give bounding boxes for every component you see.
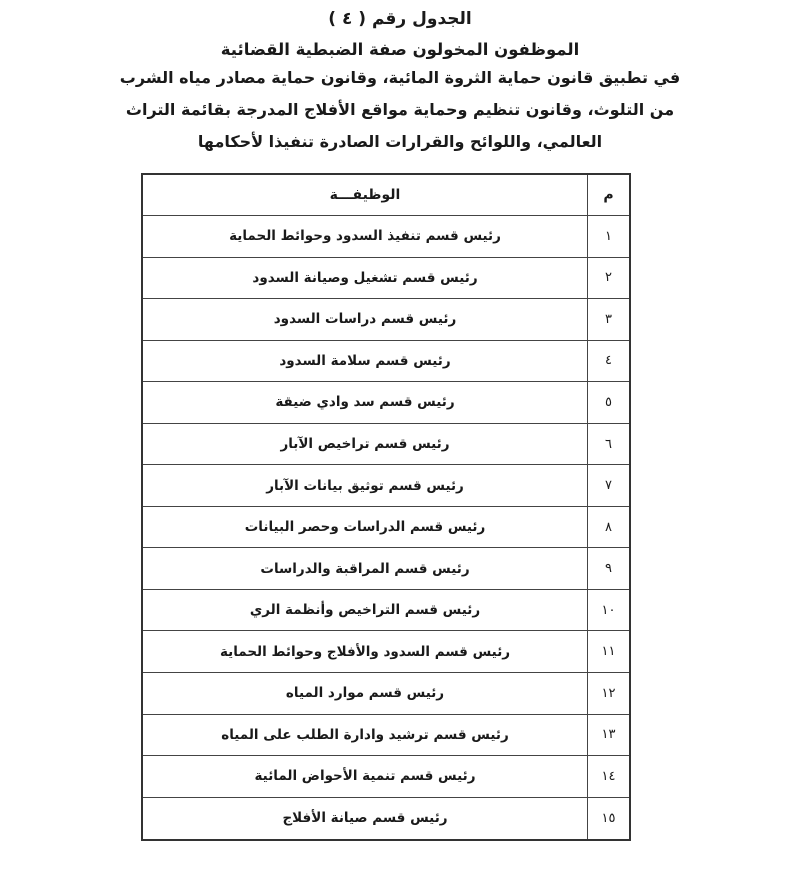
row-position: رئيس قسم ترشيد وادارة الطلب على المياه	[142, 714, 588, 756]
table-row	[142, 589, 630, 631]
row-number: ٤	[588, 340, 631, 382]
row-number: ٩	[588, 548, 631, 590]
row-position: رئيس قسم صيانة الأفلاج	[142, 797, 588, 840]
row-position: رئيس قسم موارد المياه	[142, 673, 588, 715]
table-row	[142, 506, 630, 548]
description-line: العالمي، واللوائح والقرارات الصادرة تنفيذا لأحكامها	[197, 132, 603, 151]
table-row	[142, 631, 630, 673]
row-position: رئيس قسم توثيق بيانات الآبار	[142, 465, 588, 507]
row-position: رئيس قسم سد وادي ضيقة	[142, 382, 588, 424]
table-row	[142, 423, 630, 465]
description-line: من التلوث، وقانون تنظيم وحماية مواقع الأفلاج المدرجة بقائمة التراث	[125, 100, 675, 119]
row-position: رئيس قسم تراخيص الآبار	[142, 423, 588, 465]
row-number: ١٠	[588, 589, 631, 631]
row-position: رئيس قسم السدود والأفلاج وحوائط الحماية	[142, 631, 588, 673]
row-position: رئيس قسم سلامة السدود	[142, 340, 588, 382]
table-row	[142, 465, 630, 507]
row-number: ١١	[588, 631, 631, 673]
description-line: في تطبيق قانون حماية الثروة المائية، وقانون حماية مصادر مياه الشرب	[119, 68, 681, 87]
row-number: ٢	[588, 257, 631, 299]
row-number: ١٢	[588, 673, 631, 715]
positions-table	[141, 173, 631, 841]
row-position: رئيس قسم تنفيذ السدود وحوائط الحماية	[142, 216, 588, 258]
row-position: رئيس قسم الدراسات وحصر البيانات	[142, 506, 588, 548]
row-number: ١	[588, 216, 631, 258]
table-row	[142, 548, 630, 590]
table-row	[142, 797, 630, 840]
row-position: رئيس قسم التراخيص وأنظمة الري	[142, 589, 588, 631]
row-position: رئيس قسم تنمية الأحواض المائية	[142, 756, 588, 798]
table-row	[142, 216, 630, 258]
table-row	[142, 257, 630, 299]
row-number: ٦	[588, 423, 631, 465]
table-row	[142, 673, 630, 715]
header-number: م	[588, 174, 631, 216]
row-number: ٥	[588, 382, 631, 424]
header-position: الوظيفـــة	[142, 174, 588, 216]
row-position: رئيس قسم دراسات السدود	[142, 299, 588, 341]
table-subtitle: الموظفون المخولون صفة الضبطية القضائية	[220, 40, 580, 59]
table-row	[142, 714, 630, 756]
row-position: رئيس قسم تشغيل وصيانة السدود	[142, 257, 588, 299]
table-title: الجدول رقم ( ٤ )	[328, 9, 472, 29]
table-row	[142, 756, 630, 798]
row-position: رئيس قسم المراقبة والدراسات	[142, 548, 588, 590]
table-row	[142, 299, 630, 341]
table-body	[142, 216, 630, 841]
row-number: ١٣	[588, 714, 631, 756]
row-number: ٧	[588, 465, 631, 507]
row-number: ٨	[588, 506, 631, 548]
table-row	[142, 340, 630, 382]
row-number: ١٤	[588, 756, 631, 798]
table-header-row	[142, 174, 630, 216]
row-number: ٣	[588, 299, 631, 341]
row-number: ١٥	[588, 797, 631, 840]
table-row	[142, 382, 630, 424]
